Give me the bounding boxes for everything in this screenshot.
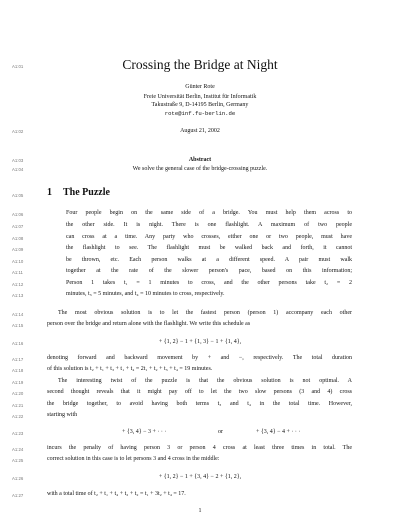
line-number: A1:04 (12, 167, 24, 172)
line-number: A1:27 (12, 493, 24, 498)
line-number: A1:14 (12, 312, 24, 317)
text-line: the other side. It is night. There is one flashlight. A maximum of two people (66, 222, 352, 228)
equation-3: + {1, 2} − 1 + {3, 4} − 2 + {1, 2}, (158, 474, 242, 480)
text-line: Person 1 takes t₁ = 1 minutes to cross, and the other persons take t₂ = 2 (66, 280, 352, 286)
abstract-text: We solve the general case of the bridge-crossing puzzle. (132, 166, 268, 172)
text-line: together at the rate of the slower person's pace, based on this information; (66, 268, 352, 274)
line-number: A1:17 (12, 357, 24, 362)
line-number: A1:23 (12, 431, 24, 436)
line-number: A1:18 (12, 368, 24, 373)
line-number: A1:01 (12, 64, 24, 69)
line-number: A1:19 (12, 380, 24, 385)
author-name: Günter Rote (185, 84, 215, 90)
text-line: The interesting twist of the puzzle is that the obvious solution is not optimal. A (58, 378, 352, 384)
text-line: incurs the penalty of having person 3 or person 4 cross at least three times in total. The (47, 445, 352, 451)
line-number: A1:05 (12, 193, 24, 198)
section-title: The Puzzle (63, 187, 110, 198)
line-number: A1:07 (12, 224, 24, 229)
section-number: 1 (47, 187, 52, 198)
abstract-heading: Abstract (188, 157, 212, 163)
equation-2-right: + {3, 4} − 4 + · · · (256, 429, 301, 435)
text-line: minutes, t₃ = 5 minutes, and t₄ = 10 minutes to cross, respectively. (66, 291, 225, 297)
affiliation: Freie Universität Berlin, Institut für Informatik (143, 94, 257, 100)
line-number: A1:20 (12, 391, 24, 396)
equation-2-left: + {3, 4} − 3 + · · · (122, 429, 167, 435)
line-number: A1:16 (12, 341, 24, 346)
line-number: A1:10 (12, 259, 24, 264)
text-line: of this solution is t₂ + t₁ + t₃ + t₁ + t₄ = 2t₁ + t₂ + t₃ + t₄ = 19 minutes. (47, 366, 213, 372)
page-number: 1 (198, 508, 202, 514)
line-number: A1:15 (12, 323, 24, 328)
text-line: the flashlight to see. The flashlight must be walked back and forth, it cannot (66, 245, 352, 251)
line-number: A1:09 (12, 247, 24, 252)
line-number: A1:22 (12, 414, 24, 419)
line-number: A1:06 (12, 212, 24, 217)
text-line: can cross at a time. Any party who crosses, either one or two people, must have (66, 234, 352, 240)
text-line: person over the bridge and return alone with the flashlight. We write this schedule as (47, 321, 251, 327)
line-number: A1:03 (12, 158, 24, 163)
text-line: be thrown, etc. Each person walks at a different speed. A pair must walk (66, 257, 352, 263)
address: Takustraße 9, D-14195 Berlin, Germany (151, 102, 249, 108)
text-line: The most obvious solution is to let the fastest person (person 1) accompany each other (58, 310, 352, 316)
text-line: denoting forward and backward movement by + and −, respectively. The total duration (47, 355, 352, 361)
text-line: with a total time of t₂ + t₁ + t₄ + t₂ + t₂ = t₁ + 3t₂ + t₄ = 17. (47, 491, 186, 497)
equation-1: + {1, 2} − 1 + {1, 3} − 1 + {1, 4}, (158, 339, 242, 345)
author-email[interactable]: rote@inf.fu-berlin.de (164, 110, 236, 117)
equation-2-or: or (218, 429, 223, 435)
text-line: Four people begin on the same side of a bridge. You must help them across to (66, 210, 352, 216)
text-line: starting with (47, 412, 78, 418)
line-number: A1:26 (12, 476, 24, 481)
line-number: A1:11 (12, 270, 23, 275)
line-number: A1:02 (12, 129, 24, 134)
paper-title: Crossing the Bridge at Night (122, 57, 278, 72)
text-line: correct solution in this case is to let persons 3 and 4 cross in the middle: (47, 456, 220, 462)
line-number: A1:21 (12, 403, 24, 408)
paper-date: August 21, 2002 (180, 128, 220, 134)
text-line: the bridge together, to avoid having both terms t₃ and t₄ in the total time. However, (47, 401, 352, 407)
line-number: A1:08 (12, 236, 24, 241)
line-number: A1:12 (12, 282, 24, 287)
line-number: A1:24 (12, 447, 24, 452)
line-number: A1:25 (12, 458, 24, 463)
text-line: second thought reveals that it might pay off to let the two slow persons (3 and 4) cross (47, 389, 352, 395)
line-number: A1:13 (12, 293, 24, 298)
